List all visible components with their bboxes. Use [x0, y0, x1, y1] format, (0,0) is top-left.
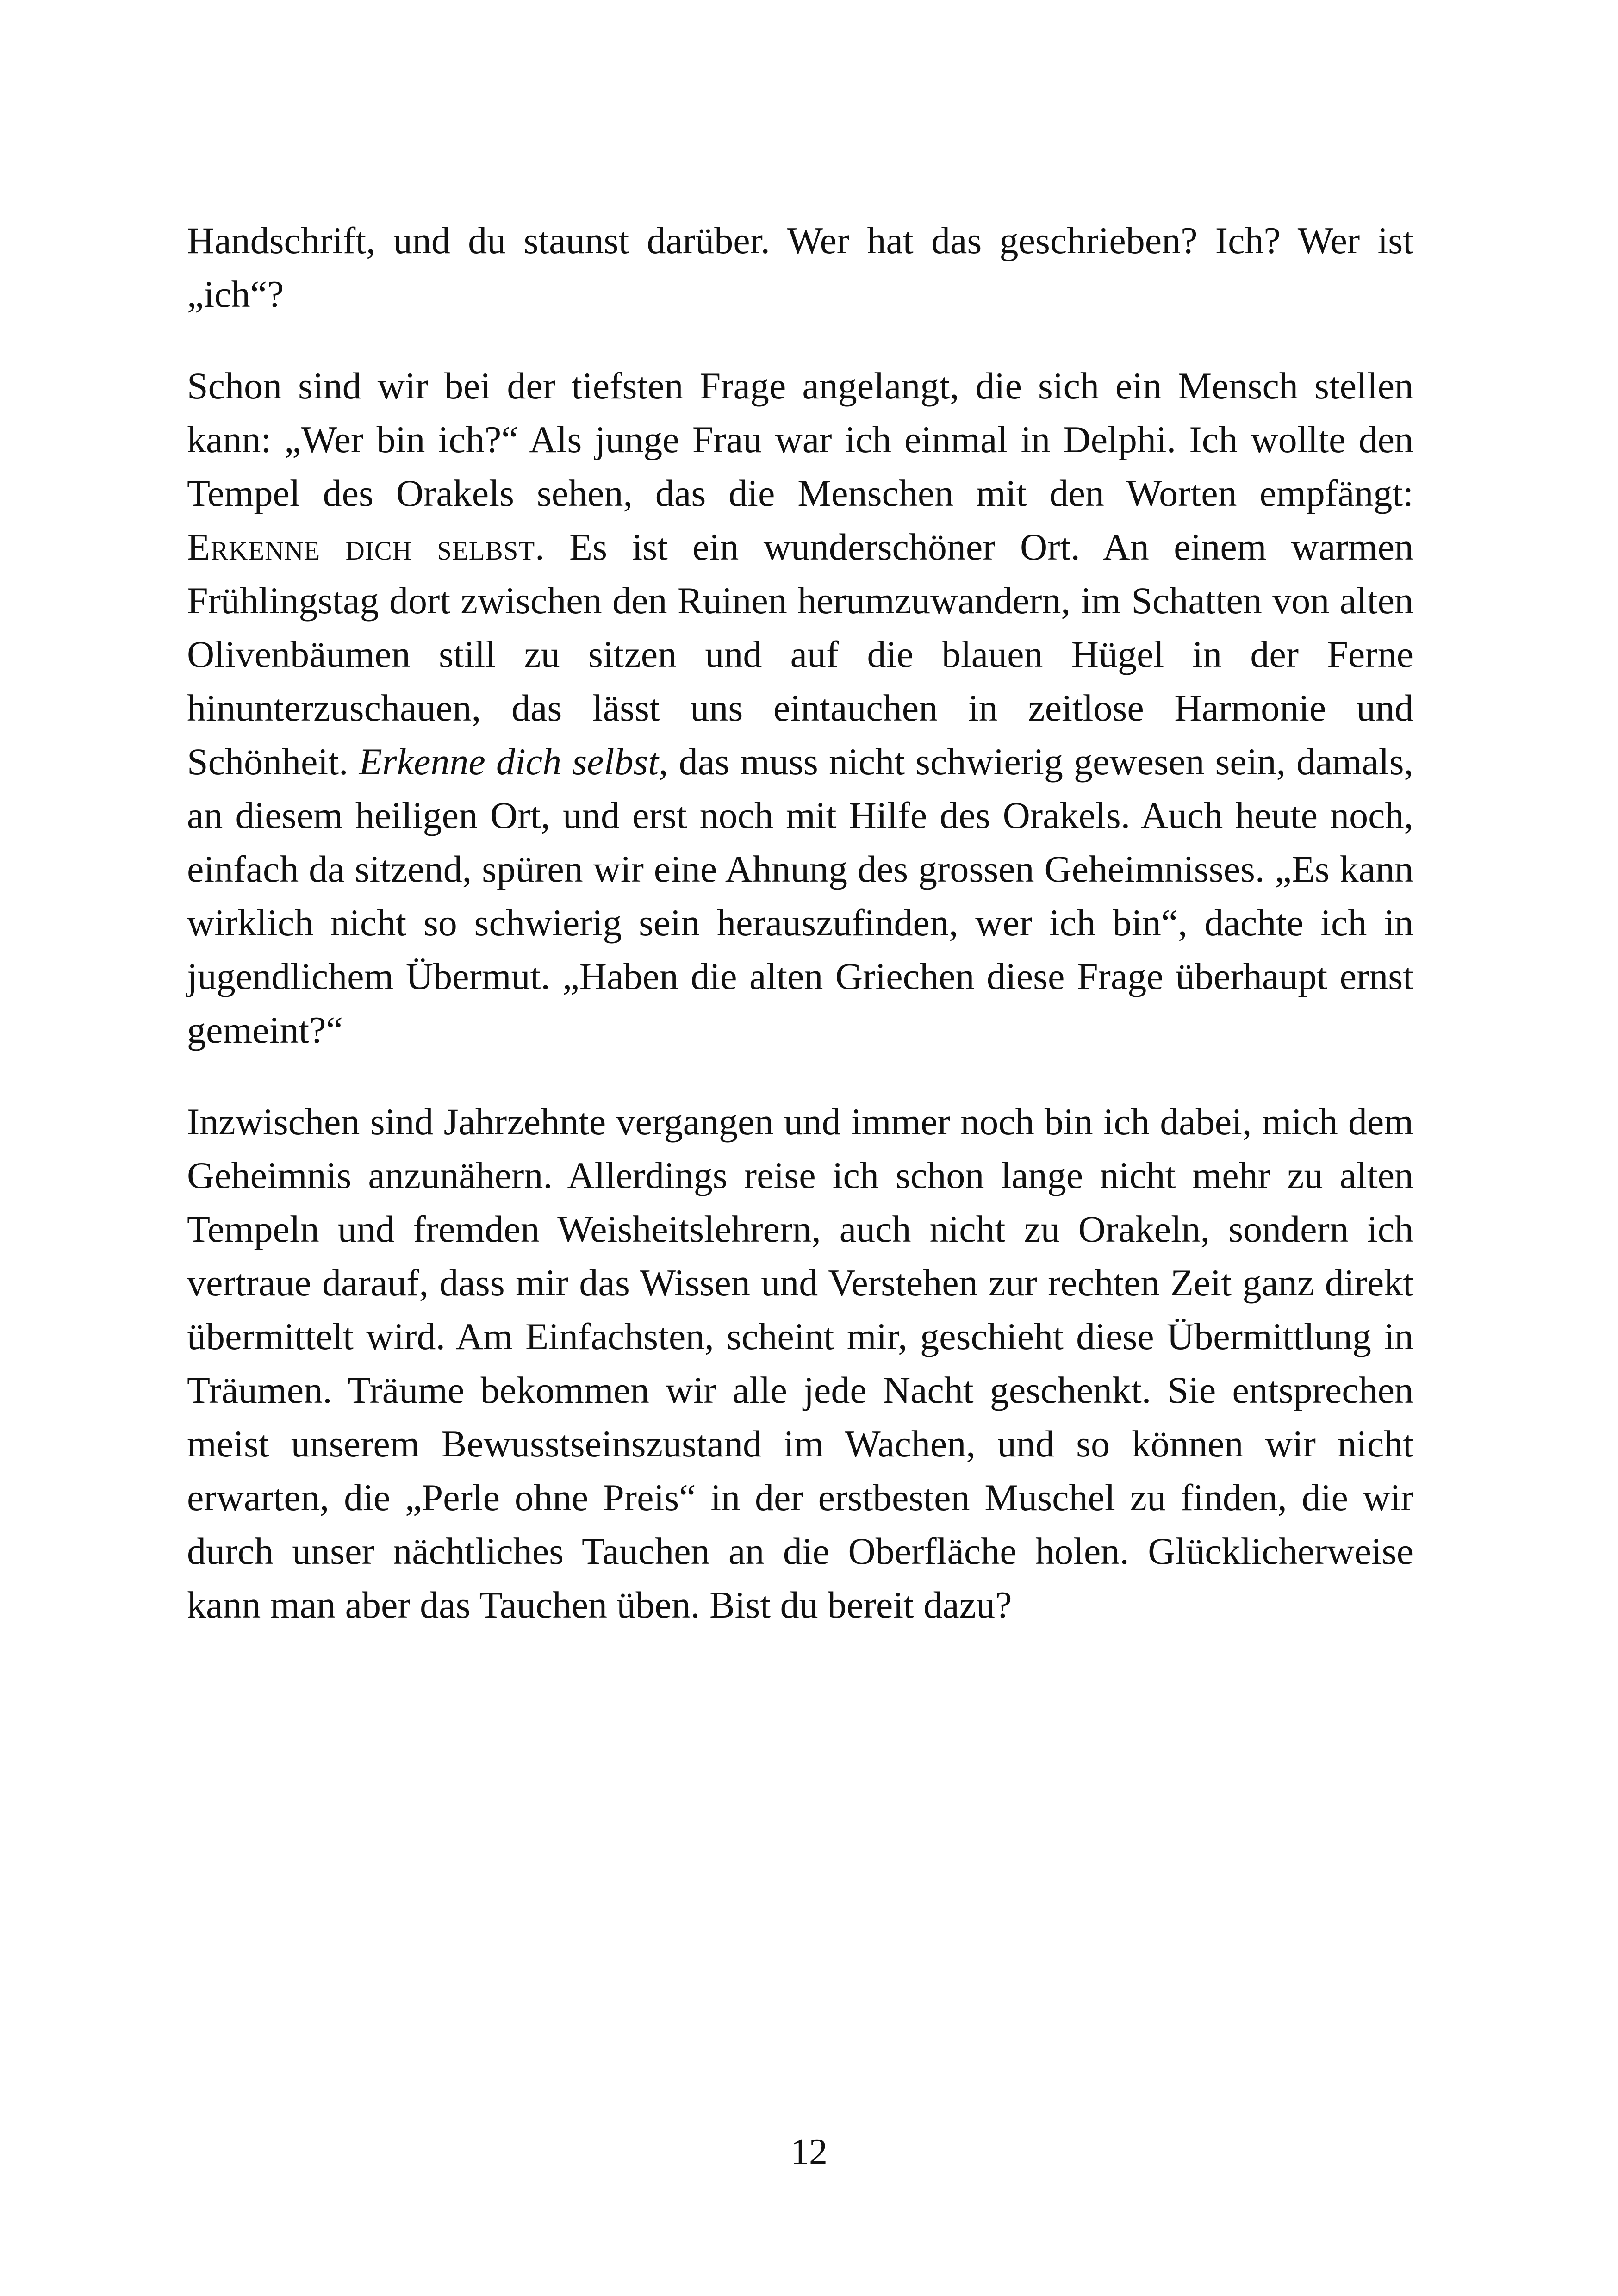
- paragraph-2-intro: Schon sind wir bei der tiefsten Frage angelangt, die sich ein Mensch stellen kann: „Wer bin ich?“ Als junge Frau war ich einmal in Delphi. Ich wollte den Tempel des Orakels sehen, das die Menschen mit den Worten empfängt:: [187, 365, 1413, 514]
- paragraph-1: [187, 214, 1413, 321]
- motto-italic: Erkenne dich selbst: [359, 740, 659, 783]
- paragraph-3-text: Inzwischen sind Jahrzehnte vergangen und immer noch bin ich dabei, mich dem Geheimnis anzunähern. Allerdings reise ich schon lange nicht mehr zu alten Tempeln und fremden Weisheitslehrern, auch nicht zu Orakeln, sondern ich vertraue darauf, dass mir das Wissen und Verstehen zur rechten Zeit ganz direkt übermittelt wird. Am Einfachsten, scheint mir, geschieht diese Übermittlung in Träumen. Träume bekommen wir alle jede Nacht geschenkt. Sie entsprechen meist unserem Bewusstseinszustand im Wachen, und so können wir nicht erwarten, die „Perle ohne Preis“ in der erstbesten Muschel zu finden, die wir durch unser nächtliches Tauchen an die Oberfläche holen. Glücklicherweise kann man aber das Tauchen üben. Bist du bereit dazu?: [187, 1101, 1413, 1626]
- paragraph-2: [187, 359, 1413, 1057]
- paragraph-1-text: Handschrift, und du staunst darüber. Wer hat das geschrieben? Ich? Wer ist „ich“?: [187, 219, 1413, 315]
- motto-smallcaps: Erkenne dich selbst: [187, 526, 535, 568]
- body-text: [187, 214, 1413, 1632]
- paragraph-3: [187, 1095, 1413, 1632]
- page-number: 12: [790, 2132, 828, 2172]
- paragraph-2-middle: . Es ist ein wunderschöner Ort. An einem warmen Frühlingstag dort zwischen den Ruinen herumzuwandern, im Schatten von alten Olivenbäumen still zu sitzen und auf die blauen Hügel in der Ferne hinunterzuschauen, das lässt uns eintauchen in zeitlose Harmonie und Schönheit.: [187, 526, 1413, 783]
- paragraph-2-ending: , das muss nicht schwierig gewesen sein, damals, an diesem heiligen Ort, und erst noch mit Hilfe des Orakels. Auch heute noch, einfach da sitzend, spüren wir eine Ahnung des grossen Geheimnisses. „Es kann wirklich nicht so schwierig sein herauszufinden, wer ich bin“, dachte ich in jugendlichem Übermut. „Haben die alten Griechen diese Frage überhaupt ernst gemeint?“: [187, 740, 1413, 1051]
